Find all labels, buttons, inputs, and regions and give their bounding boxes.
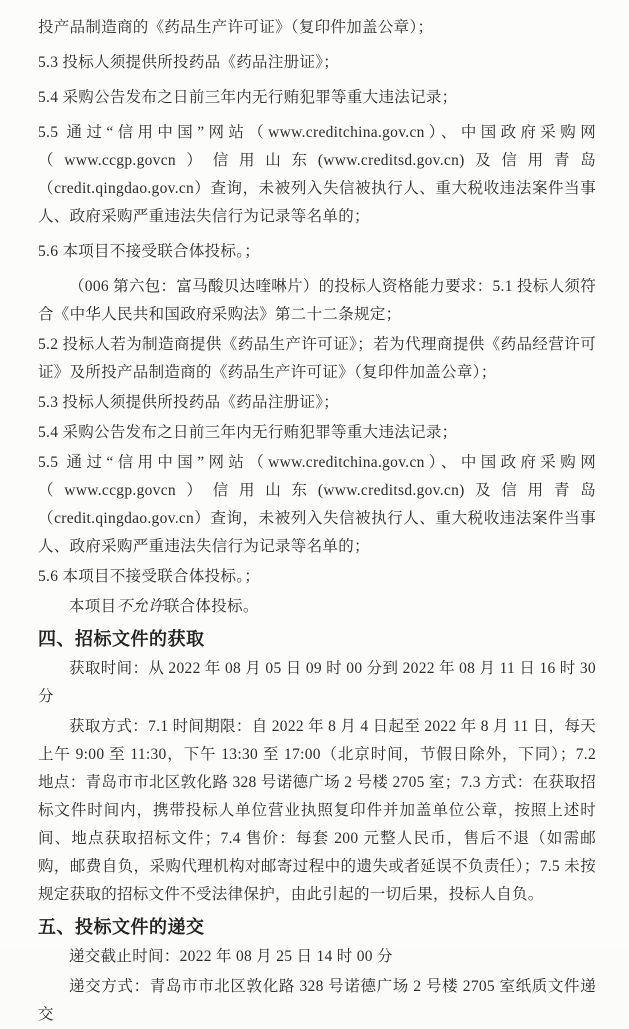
acquire-method: 获取方式：7.1 时间期限：自 2022 年 8 月 4 日起至 2022 年 8 月 11 日，每天上午 9:00 至 11:30，下午 13:30 至 17:00（北京时间，节假日除外，下同）；7.2 地点：青岛市市北区敦化路 328 号诺德广场 2 号楼 2705 室；7.3 方式：在获取招标文件时间内，携带投标人单位营业执照复印件并加盖单位公章，按照上述时间、地点获取招标文件；7.4 售价：每套 200 元整人民币，售后不退（如需邮购，邮费自负，采购代理机构对邮寄过程中的遗失或者延误不负责任）；7.5 未按规定获取的招标文件不受法律保护，由此引起的一切后果，投标人自负。 [38,718,596,903]
clause-5-6-a: 5.6 本项目不接受联合体投标。； [38,243,261,260]
package6-requirements-intro: （006 第六包：富马酸贝达喹啉片）的投标人资格能力要求：5.1 投标人须符合《中华人民共和国政府采购法》第二十二条规定； [38,278,596,323]
joint-venture-note [38,593,596,621]
submission-deadline: 递交截止时间：2022 年 08 月 25 日 14 时 00 分 [69,948,393,965]
qualification-block-1 [38,14,596,266]
submission-method: 递交方式：青岛市市北区敦化路 328 号诺德广场 2 号楼 2705 室纸质文件递交 [38,978,596,1023]
joint-venture-note-emphasis: 不允许 [116,598,164,615]
clause-5-5-a: 5.5 通过“信用中国”网站（www.creditchina.gov.cn）、中国政府采购网（www.ccgp.govcn）信用山东(www.creditsd.gov.cn)及信用青岛（credit.qingdao.gov.cn）查询，未被列入失信被执行人、重大税收违法案件当事人、政府采购严重违法失信行为记录等名单的； [38,124,596,225]
clause-5-3-b: 5.3 投标人须提供所投药品《药品注册证》； [38,394,340,411]
joint-venture-note-prefix: 本项目 [69,598,117,615]
section-5-heading: 五、投标文件的递交 [38,917,205,937]
clause-5-5-b: 5.5 通过“信用中国”网站（www.creditchina.gov.cn）、中国政府采购网（www.ccgp.govcn）信用山东(www.creditsd.gov.cn)及信用青岛（credit.qingdao.gov.cn）查询，未被列入失信被执行人、重大税收违法案件当事人、政府采购严重违法失信行为记录等名单的； [38,454,596,555]
clause-5-6-b: 5.6 本项目不接受联合体投标。； [38,568,261,585]
acquire-time: 获取时间：从 2022 年 08 月 05 日 09 时 00 分到 2022 年 08 月 11 日 16 时 30 分 [38,660,596,705]
clause-5-2-b: 5.2 投标人若为制造商提供《药品生产许可证》；若为代理商提供《药品经营许可证》及所投产品制造商的《药品生产许可证》（复印件加盖公章）； [38,336,596,381]
qualification-block-package6 [38,273,596,621]
clause-5-3-a: 5.3 投标人须提供所投药品《药品注册证》； [38,54,340,71]
clause-5-4-b: 5.4 采购公告发布之日前三年内无行贿犯罪等重大违法记录； [38,424,458,441]
section-4-heading: 四、招标文件的获取 [38,629,205,649]
joint-venture-note-suffix: 联合体投标。 [163,598,259,615]
clause-5-4-a: 5.4 采购公告发布之日前三年内无行贿犯罪等重大违法记录； [38,89,458,106]
section-4-body [38,655,596,909]
section-5-body [38,943,596,1029]
clause-license-continuation: 投产品制造商的《药品生产许可证》（复印件加盖公章）； [38,19,434,36]
